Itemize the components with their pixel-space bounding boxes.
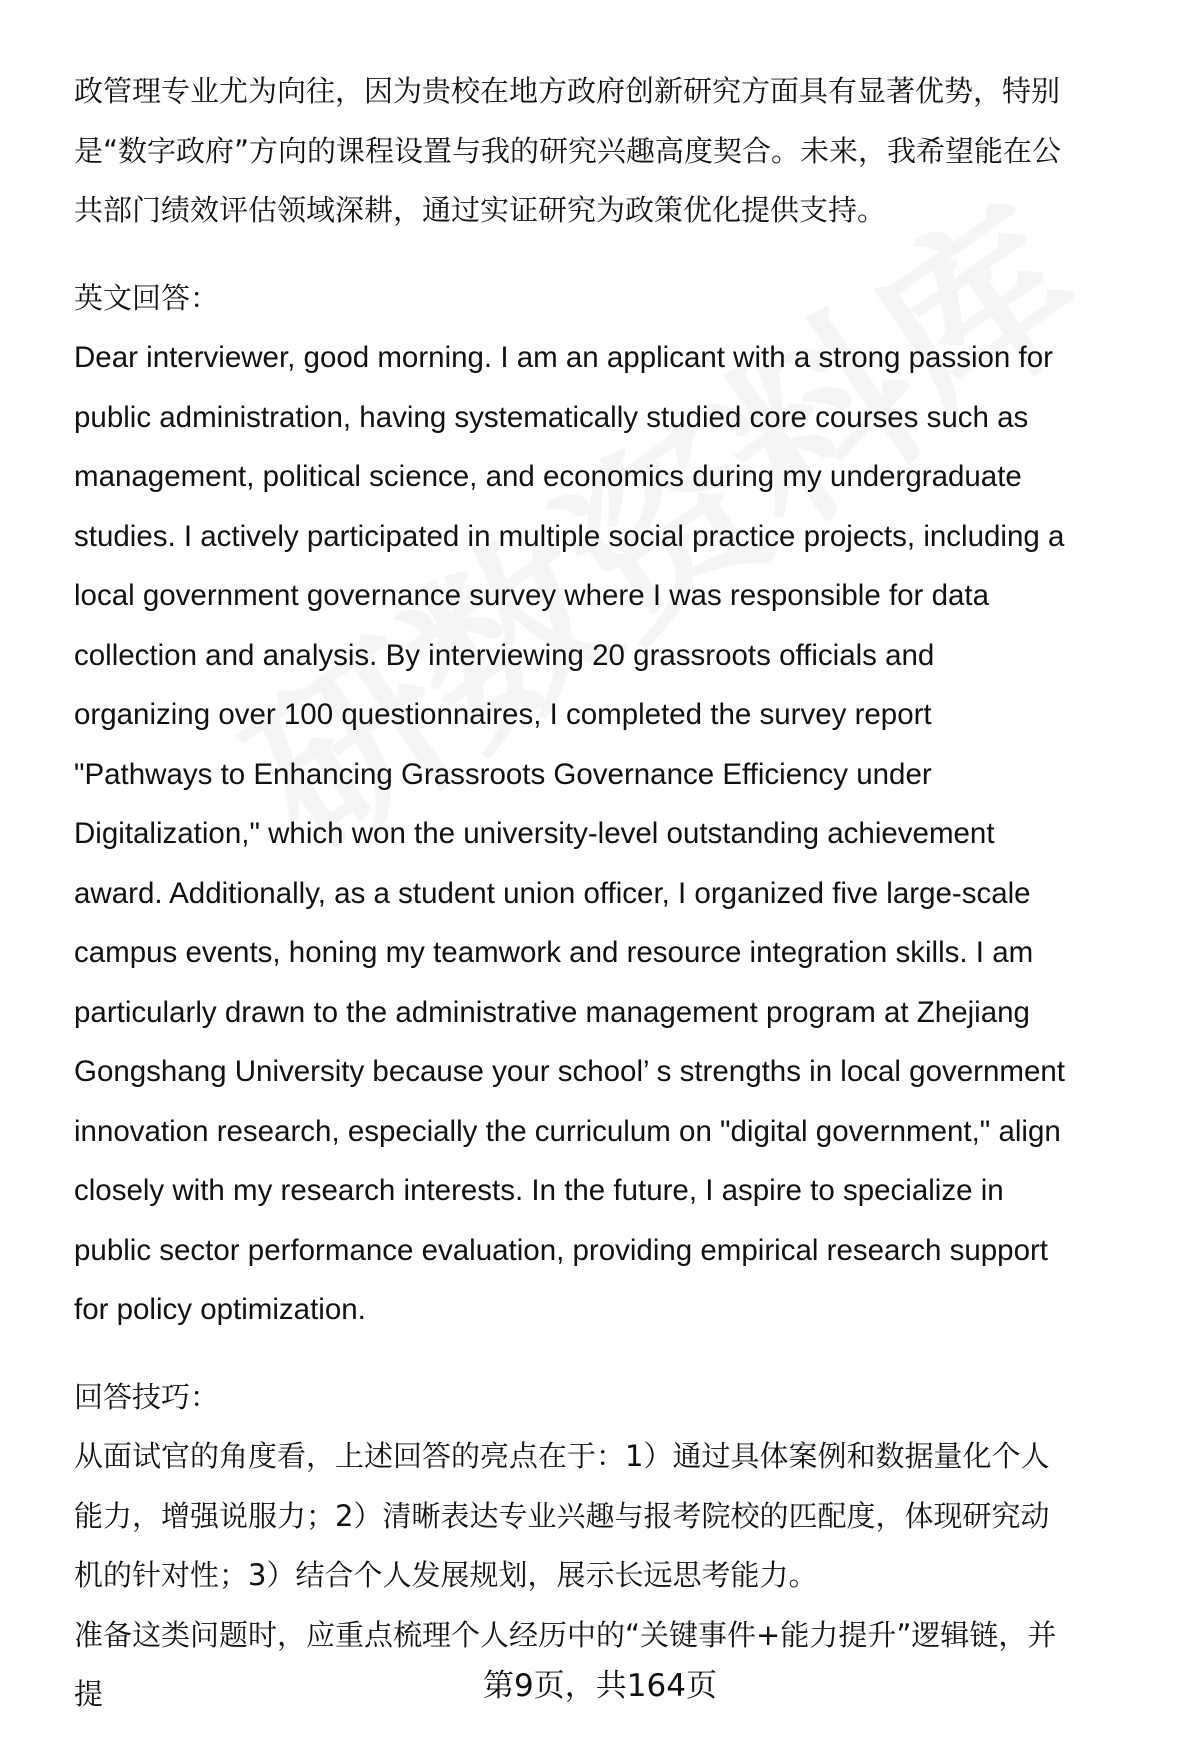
section-gap (74, 241, 1070, 269)
english-answer-paragraph: Dear interviewer, good morning. I am an applicant with a strong passion for public administration, having systematically studied core courses such as management, political science, and economics during my undergraduate studies. I actively participated in multiple social practice projects, including a local government governance survey where I was responsible for data collection and analysis. By interviewing 20 grassroots officials and organizing over 100 questionnaires, I completed the survey report "Pathways to Enhancing Grassroots Governance Efficiency under Digitalization," which won the university-level outstanding achievement award. Additionally, as a student union officer, I organized five large-scale campus events, honing my teamwork and resource integration skills. I am particularly drawn to the administrative management program at Zhejiang Gongshang University because your school’ s strengths in local government innovation research, especially the curriculum on "digital government," align closely with my research interests. In the future, I aspire to specialize in public sector performance evaluation, providing empirical research support for policy optimization. (74, 341, 1065, 1326)
tips-paragraph-2: 准备这类问题时，应重点梳理个人经历中的“关键事件+能力提升”逻辑链，并提 (74, 1617, 1057, 1711)
section-gap (74, 1340, 1070, 1368)
tips-paragraph-1: 从面试官的角度看，上述回答的亮点在于：1）通过具体案例和数据量化个人能力，增强说服力；2）清晰表达专业兴趣与报考院校的匹配度，体现研究动机的针对性；3）结合个人发展规划，展示长远思考能力。 (74, 1439, 1050, 1592)
page-footer: 第9页，共164页 (483, 1668, 717, 1704)
english-answer-label: 英文回答： (74, 280, 220, 315)
intro-chinese-paragraph: 政管理专业尤为向往，因为贵校在地方政府创新研究方面具有显著优势，特别是“数字政府”方向的课程设置与我的研究兴趣高度契合。未来，我希望能在公共部门绩效评估领域深耕，通过实证研究为政策优化提供支持。 (74, 74, 1062, 227)
tips-label: 回答技巧： (74, 1379, 220, 1414)
